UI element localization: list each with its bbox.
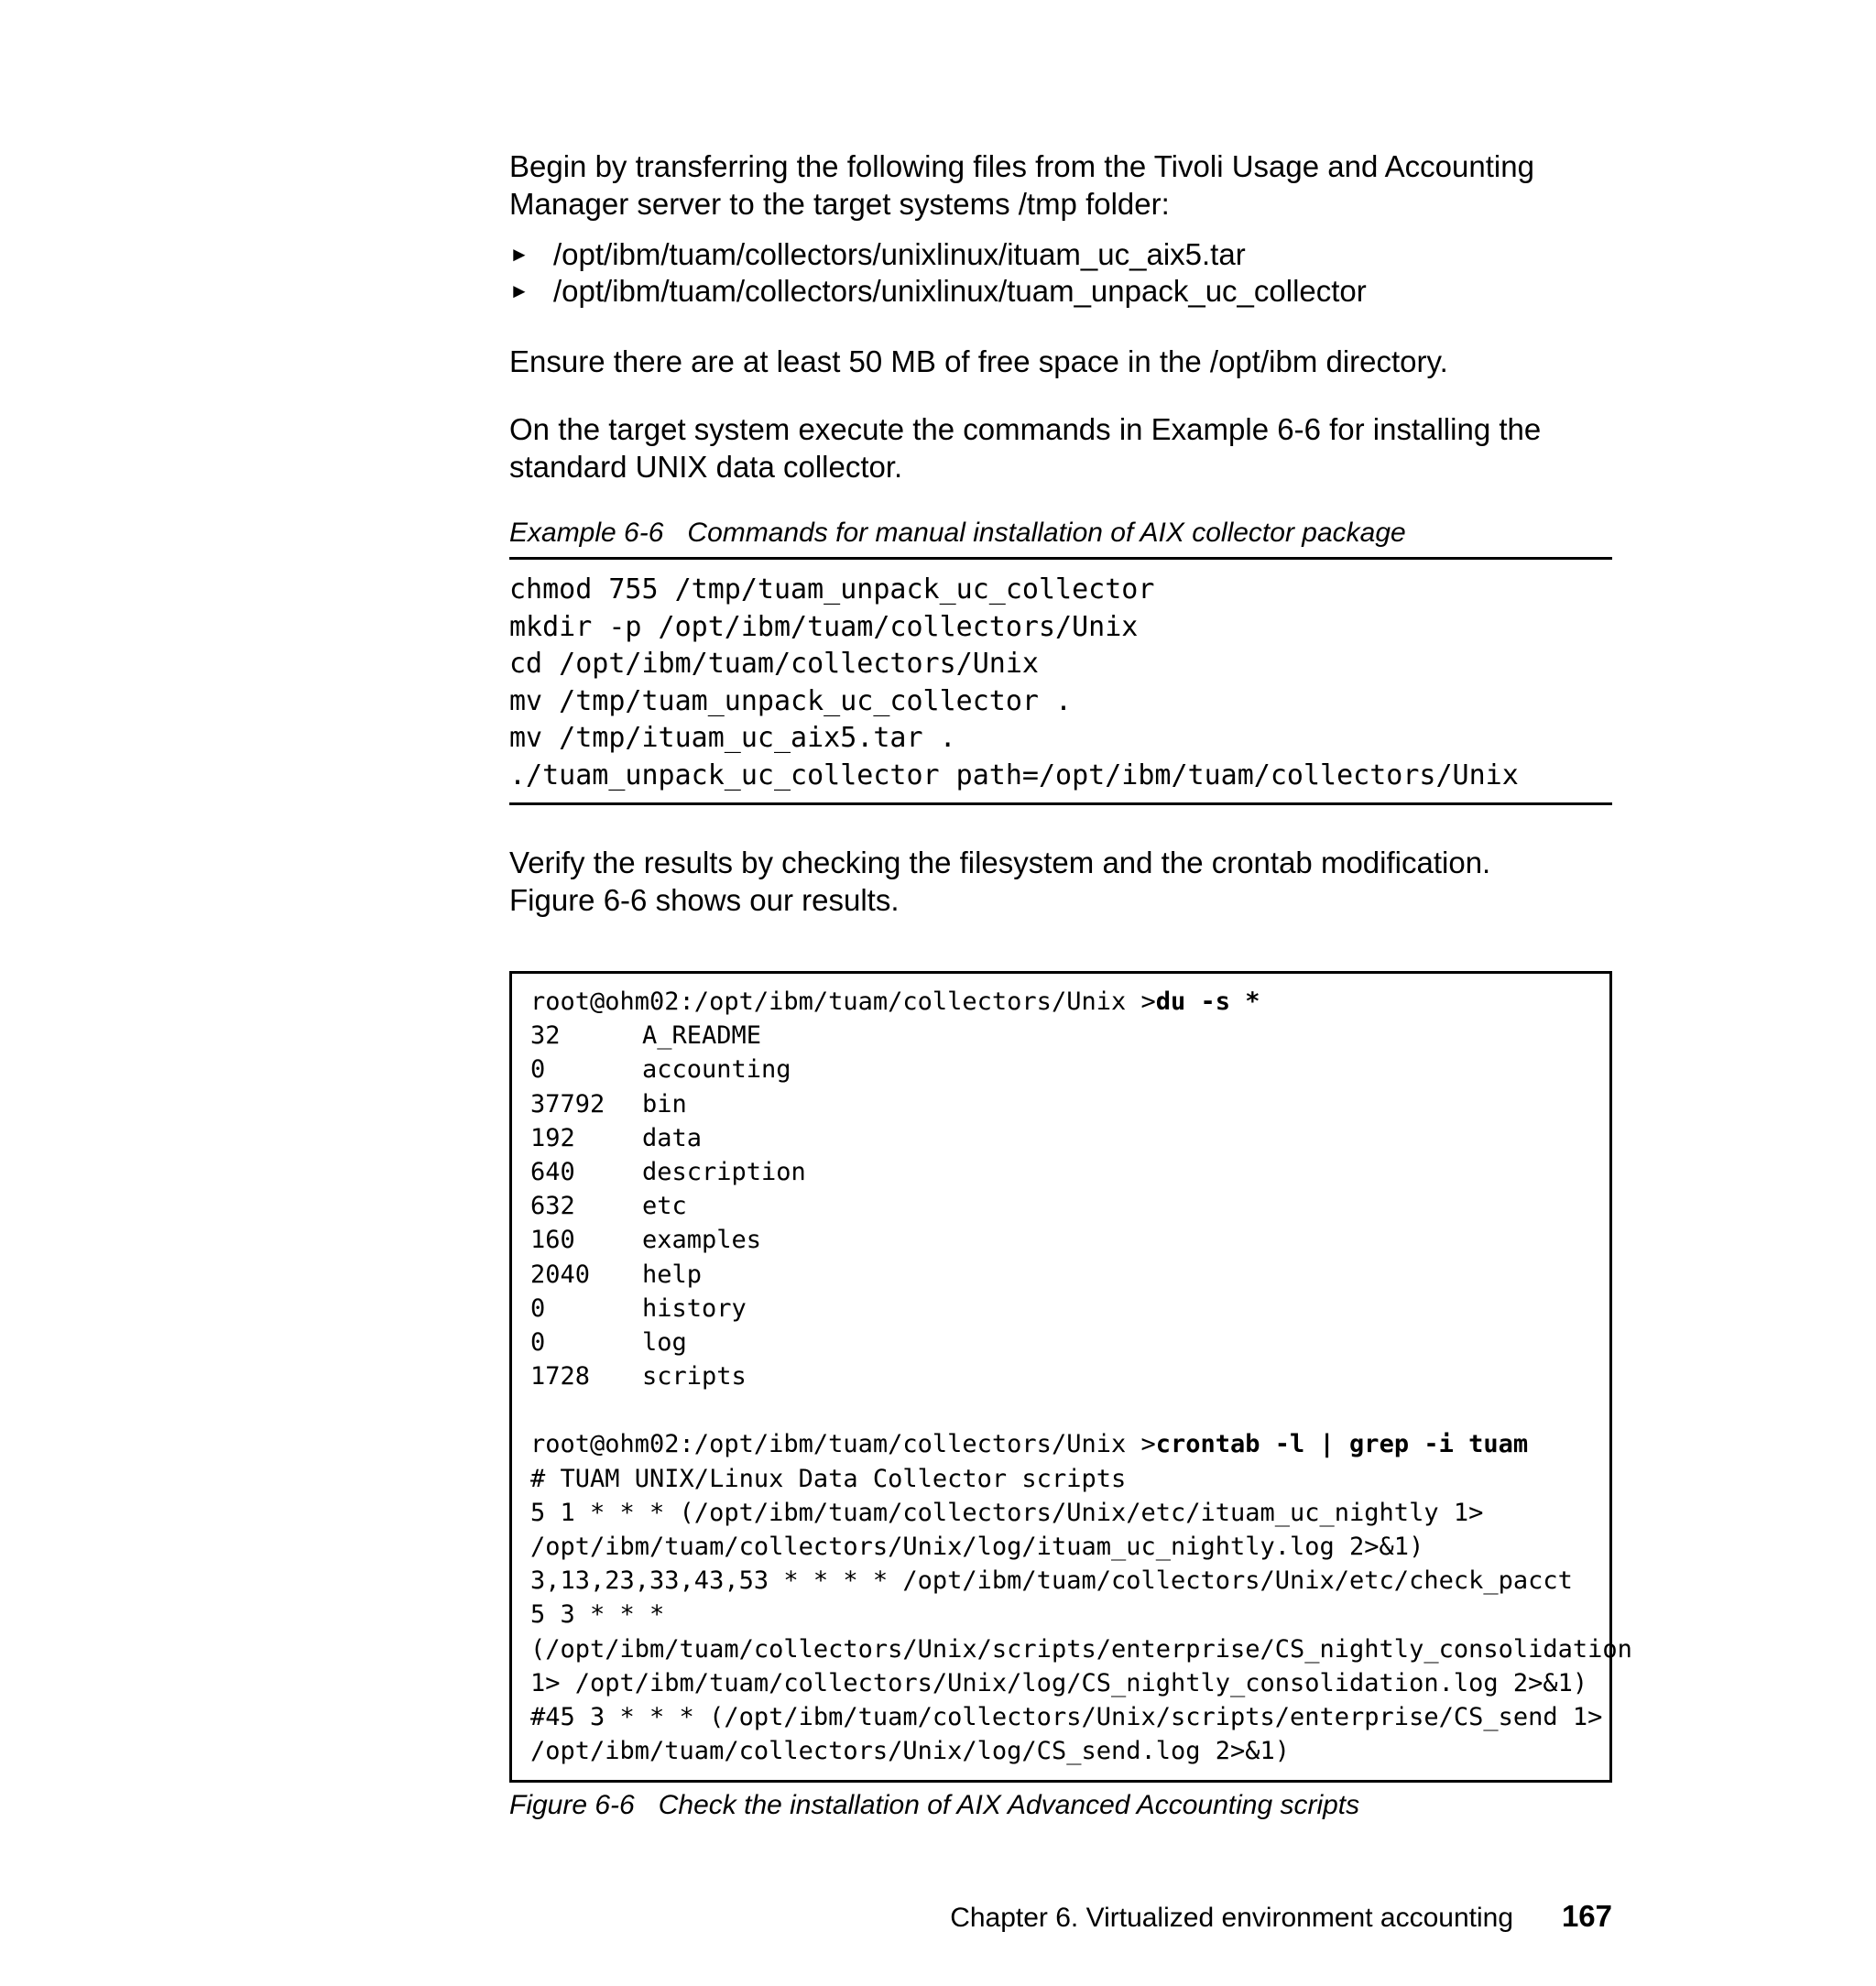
- du-name: help: [642, 1260, 703, 1289]
- du-row: [530, 1189, 1632, 1223]
- du-size: 37792: [530, 1089, 605, 1118]
- du-size: 0: [530, 1293, 546, 1323]
- du-name: A_README: [642, 1021, 762, 1051]
- crontab-line: 5 3 * * *: [530, 1600, 665, 1630]
- crontab-line: #45 3 * * * (/opt/ibm/tuam/collectors/Unix/scripts/enterprise/CS_send 1>: [530, 1702, 1603, 1731]
- du-size: 2040: [530, 1260, 591, 1289]
- du-row: [530, 1359, 1632, 1393]
- execute-line-1: On the target system execute the commands in Example 6-6 for installing the: [509, 412, 1542, 446]
- du-size: 640: [530, 1157, 575, 1186]
- free-space-paragraph: [509, 343, 1612, 380]
- du-size: 0: [530, 1055, 546, 1085]
- du-row: [530, 1326, 1632, 1359]
- figure-label: Figure 6-6: [509, 1790, 635, 1820]
- crontab-line: (/opt/ibm/tuam/collectors/Unix/scripts/enterprise/CS_nightly_consolidation: [530, 1634, 1632, 1664]
- du-row: [530, 1019, 1632, 1053]
- example-bottom-rule: [509, 802, 1612, 805]
- du-size: 0: [530, 1327, 546, 1357]
- du-row: [530, 1087, 1632, 1121]
- verify-paragraph: [509, 844, 1612, 919]
- du-size: 32: [530, 1021, 561, 1051]
- list-item-text: /opt/ibm/tuam/collectors/unixlinux/ituam_uc_aix5.tar: [553, 237, 1246, 271]
- list-item: [509, 236, 1367, 273]
- du-name: log: [642, 1327, 687, 1357]
- crontab-line: # TUAM UNIX/Linux Data Collector scripts: [530, 1464, 1127, 1493]
- du-name: examples: [642, 1226, 762, 1255]
- crontab-line: 3,13,23,33,43,53 * * * * /opt/ibm/tuam/collectors/Unix/etc/check_pacct: [530, 1566, 1573, 1596]
- du-row: [530, 1155, 1632, 1189]
- du-size: 192: [530, 1123, 575, 1152]
- shell-command: du -s *: [1155, 988, 1260, 1016]
- du-name: description: [642, 1157, 806, 1186]
- shell-prompt: root@ohm02:/opt/ibm/tuam/collectors/Unix >: [530, 1430, 1156, 1459]
- code-line: ./tuam_unpack_uc_collector path=/opt/ibm/tuam/collectors/Unix: [509, 758, 1519, 791]
- intro-line-2: Manager server to the target systems /tmp folder:: [509, 187, 1170, 221]
- du-row: [530, 1121, 1632, 1155]
- du-name: history: [642, 1293, 747, 1323]
- du-row: [530, 1292, 1632, 1326]
- du-size: 1728: [530, 1362, 591, 1391]
- du-row: [530, 1258, 1632, 1292]
- figure-title: Check the installation of AIX Advanced Accounting scripts: [658, 1790, 1360, 1820]
- crontab-line: 5 1 * * * (/opt/ibm/tuam/collectors/Unix/etc/ituam_uc_nightly 1>: [530, 1498, 1484, 1527]
- execute-line-2: standard UNIX data collector.: [509, 450, 903, 484]
- execute-paragraph: [509, 410, 1612, 486]
- list-item: [509, 273, 1367, 310]
- du-name: etc: [642, 1192, 687, 1221]
- code-line: mv /tmp/ituam_uc_aix5.tar .: [509, 722, 956, 755]
- intro-paragraph: [509, 147, 1612, 223]
- intro-line-1: Begin by transferring the following files from the Tivoli Usage and Accounting: [509, 149, 1534, 183]
- shell-command: crontab -l | grep -i tuam: [1155, 1430, 1529, 1459]
- code-line: mkdir -p /opt/ibm/tuam/collectors/Unix: [509, 610, 1139, 643]
- du-size: 632: [530, 1192, 575, 1221]
- example-code-block: [509, 572, 1519, 795]
- code-line: mv /tmp/tuam_unpack_uc_collector .: [509, 684, 1073, 717]
- example-caption: [509, 517, 1406, 550]
- terminal-figure: [509, 971, 1632, 1783]
- du-name: accounting: [642, 1055, 791, 1085]
- verify-line-1: Verify the results by checking the filesystem and the crontab modification.: [509, 846, 1491, 879]
- bullet-arrow-icon: ►: [509, 279, 529, 302]
- file-list: [509, 236, 1367, 310]
- bullet-arrow-icon: ►: [509, 243, 529, 266]
- du-name: data: [642, 1123, 703, 1152]
- free-space-text: Ensure there are at least 50 MB of free space in the /opt/ibm directory.: [509, 344, 1448, 378]
- verify-line-2: Figure 6-6 shows our results.: [509, 883, 900, 917]
- terminal-output: [530, 985, 1632, 1768]
- du-row: [530, 1053, 1632, 1086]
- du-size: 160: [530, 1226, 575, 1255]
- crontab-line: /opt/ibm/tuam/collectors/Unix/log/ituam_uc_nightly.log 2>&1): [530, 1533, 1424, 1561]
- page-footer: [509, 1898, 1612, 1938]
- terminal-prompt-line: [530, 985, 1632, 1019]
- example-top-rule: [509, 557, 1612, 560]
- crontab-line: 1> /opt/ibm/tuam/collectors/Unix/log/CS_nightly_consolidation.log 2>&1): [530, 1668, 1588, 1697]
- code-line: cd /opt/ibm/tuam/collectors/Unix: [509, 648, 1039, 681]
- list-item-text: /opt/ibm/tuam/collectors/unixlinux/tuam_unpack_uc_collector: [553, 274, 1367, 308]
- example-title: Commands for manual installation of AIX collector package: [687, 518, 1406, 548]
- terminal-prompt-line: [530, 1427, 1632, 1461]
- page-number: 167: [1561, 1899, 1612, 1933]
- example-label: Example 6-6: [509, 518, 664, 548]
- du-name: scripts: [642, 1362, 747, 1391]
- du-row: [530, 1223, 1632, 1257]
- shell-prompt: root@ohm02:/opt/ibm/tuam/collectors/Unix >: [530, 988, 1156, 1016]
- du-name: bin: [642, 1089, 687, 1118]
- code-line: chmod 755 /tmp/tuam_unpack_uc_collector: [509, 573, 1155, 606]
- figure-caption: [509, 1789, 1359, 1822]
- crontab-line: /opt/ibm/tuam/collectors/Unix/log/CS_send.log 2>&1): [530, 1737, 1291, 1766]
- chapter-title: Chapter 6. Virtualized environment accounting: [950, 1903, 1513, 1933]
- terminal-blank-line: [530, 1393, 1632, 1427]
